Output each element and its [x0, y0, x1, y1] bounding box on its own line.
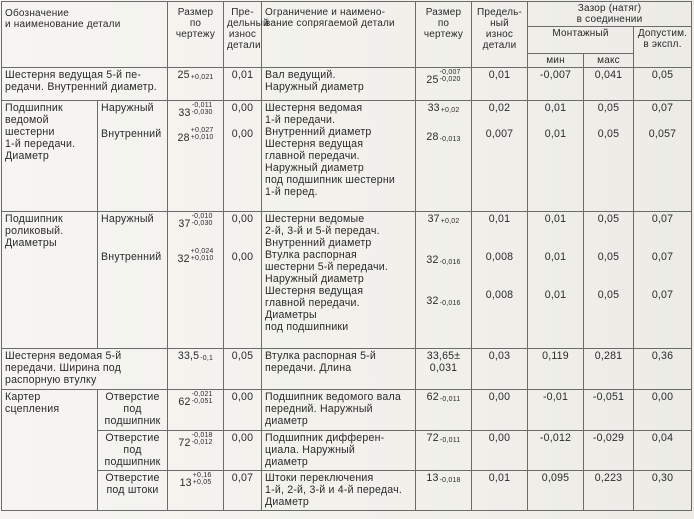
r7-max: 0,223: [584, 470, 634, 511]
r1-max: 0,041: [584, 68, 634, 101]
r7-size2: 13-0,018: [416, 470, 472, 511]
r4-allow: 0,36: [634, 349, 692, 390]
r6-allow: 0,04: [634, 430, 692, 470]
r4-name: Шестерня ведомая 5-й передачи. Ширина под распорную втулку: [2, 349, 168, 390]
table-row: [2, 68, 692, 101]
r5-name: Картер сцепления: [2, 390, 98, 431]
r7-min: 0,095: [528, 470, 584, 511]
r3-mate: Шестерни ведомые 2-й, 3-й и 5-й передач. Внутренний диаметр Втулка распорная шестерни 5-й передачи. Наружный диаметр Шестерня ведущая главной передачи. Диаметры под подшипники: [262, 212, 416, 349]
r4-size2: 33,65± 0,031: [416, 349, 472, 390]
r3-min: 0,01 0,01 0,01: [528, 212, 584, 349]
r4-min: 0,119: [528, 349, 584, 390]
r2-name: Подшипник ведомой шестерни 1-й передачи. Диаметр: [2, 101, 98, 212]
r7-wear: 0,07: [224, 470, 262, 511]
table-row: [2, 212, 692, 349]
r2-wear: 0,00 0,00: [224, 101, 262, 212]
header-gap: Зазор (натяг) в соединении: [528, 2, 692, 27]
r7-sub: Отверстие под штоки: [98, 470, 168, 511]
r1-min: -0,007: [528, 68, 584, 101]
r5-wear: 0,00: [224, 390, 262, 431]
r1-allow: 0,05: [634, 68, 692, 101]
r7-allow: 0,30: [634, 470, 692, 511]
r4-mate: Втулка распорная 5-й передачи. Длина: [262, 349, 416, 390]
r4-size: 33,5-0,1: [168, 349, 224, 390]
r6-max: -0,029: [584, 430, 634, 470]
r5-allow: 0,00: [634, 390, 692, 431]
r2-wear2: 0,02 0,007: [472, 101, 528, 212]
header-allow: Допустим. в экспл.: [634, 27, 692, 68]
table-row: [2, 470, 692, 511]
r5-wear2: 0,00: [472, 390, 528, 431]
r7-wear2: 0,01: [472, 470, 528, 511]
header-max: макс: [584, 54, 634, 68]
header-wear2: Предель- ный износ детали: [472, 2, 528, 68]
r1-name: Шестерня ведущая 5-й пе- редачи. Внутренний диаметр.: [2, 68, 168, 101]
header-mate: Ограничение и наимено- вание сопрягаемой детали: [262, 2, 416, 68]
r4-wear: 0,05: [224, 349, 262, 390]
r6-wear: 0,00: [224, 430, 262, 470]
r5-mate: Подшипник ведомого вала передний. Наружный диаметр: [262, 390, 416, 431]
header-size: Размер по чертежу: [168, 2, 224, 68]
header-min: мин: [528, 54, 584, 68]
header-size2: Размер по чертежу: [416, 2, 472, 68]
r3-size: 37 -0,010 -0,030 32 +0,024 +0,010: [168, 212, 224, 349]
r3-max: 0,05 0,05 0,05: [584, 212, 634, 349]
r5-sub: Отверстие под подшипник: [98, 390, 168, 431]
r3-size2: 37+0,02 32-0,016 32-0,016: [416, 212, 472, 349]
r6-wear2: 0,00: [472, 430, 528, 470]
r1-wear: 0,01: [224, 68, 262, 101]
r2-mate: Шестерня ведомая 1-й передачи. Внутренний диаметр Шестерня ведущая главной передачи. Наружный диаметр под подшипник шестерни 1-й перед.: [262, 101, 416, 212]
r1-size2: 25 -0,007 -0,020: [416, 68, 472, 101]
r3-wear: 0,00 0,00: [224, 212, 262, 349]
header-row: [2, 2, 692, 27]
table-row: [2, 390, 692, 431]
r4-max: 0,281: [584, 349, 634, 390]
r6-sub: Отверстие под подшипник: [98, 430, 168, 470]
r4-wear2: 0,03: [472, 349, 528, 390]
r1-size: 25+0,021: [168, 68, 224, 101]
r6-size: 72 -0,018 -0,012: [168, 430, 224, 470]
r3-subs: Наружный Внутренний: [98, 212, 168, 349]
r7-mate: Штоки переключения 1-й, 2-й, 3-й и 4-й передач. Диаметр: [262, 470, 416, 511]
r5-size2: 62-0,011: [416, 390, 472, 431]
table-row: [2, 349, 692, 390]
r3-name: Подшипник роликовый. Диаметры: [2, 212, 98, 349]
table-row: [2, 430, 692, 470]
r6-mate: Подшипник дифферен- циала. Наружный диаметр: [262, 430, 416, 470]
r1-wear2: 0,01: [472, 68, 528, 101]
table-row: [2, 101, 692, 212]
r2-subs: Наружный Внутренний: [98, 101, 168, 212]
header-name: Обозначение и наименование детали: [2, 2, 168, 68]
r6-min: -0,012: [528, 430, 584, 470]
r5-min: -0,01: [528, 390, 584, 431]
spec-table: [1, 1, 692, 511]
r5-size: 62 -0,021 -0,051: [168, 390, 224, 431]
header-wear: Пре- дельный износ детали: [224, 2, 262, 68]
header-mount: Монтажный: [528, 27, 634, 54]
r3-allow: 0,07 0,07 0,07: [634, 212, 692, 349]
r2-max: 0,05 0,05: [584, 101, 634, 212]
r5-max: -0,051: [584, 390, 634, 431]
r1-mate: Вал ведущий. Наружный диаметр: [262, 68, 416, 101]
r2-min: 0,01 0,01: [528, 101, 584, 212]
r2-allow: 0,07 0,057: [634, 101, 692, 212]
r3-wear2: 0,01 0,008 0,008: [472, 212, 528, 349]
r2-size: 33 -0,011 -0,030 28 +0,027 +0,010: [168, 101, 224, 212]
r6-size2: 72-0,011: [416, 430, 472, 470]
r7-size: 13 +0,16 +0,05: [168, 470, 224, 511]
r2-size2: 33+0,02 28-0,013: [416, 101, 472, 212]
